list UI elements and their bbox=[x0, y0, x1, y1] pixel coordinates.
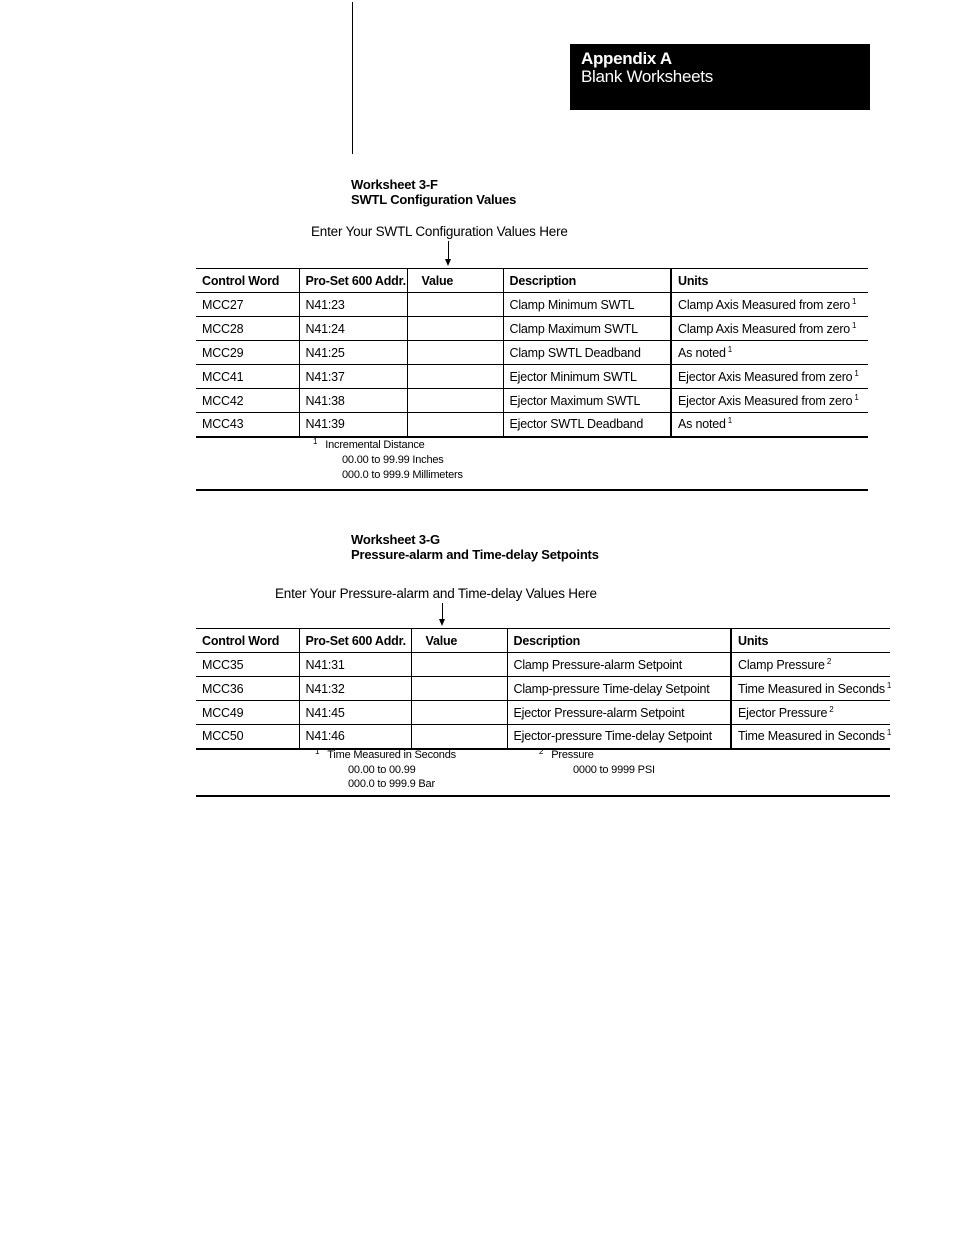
address-cell-text: N41:25 bbox=[305, 345, 345, 360]
table-row bbox=[196, 341, 868, 365]
worksheet-g-name: Pressure-alarm and Time-delay Setpoints bbox=[351, 547, 599, 562]
table-row bbox=[196, 653, 890, 677]
table-row bbox=[196, 677, 890, 701]
worksheet-g-number: Worksheet 3-G bbox=[351, 532, 440, 547]
value-entry-cell[interactable] bbox=[407, 413, 503, 437]
control-word-cell bbox=[196, 725, 299, 749]
col-header-units: Units bbox=[671, 269, 868, 293]
description-cell-text: Clamp Minimum SWTL bbox=[509, 297, 635, 312]
table-row bbox=[196, 365, 868, 389]
col-header-value: Value bbox=[407, 269, 503, 293]
footnote-line: 0000 to 9999 PSI bbox=[573, 764, 655, 776]
footnote-ref: 2 bbox=[829, 704, 834, 714]
address-cell-text: N41:31 bbox=[305, 657, 345, 672]
col-header-control-word: Control Word bbox=[196, 269, 299, 293]
units-cell bbox=[731, 701, 890, 725]
description-cell bbox=[503, 341, 671, 365]
description-cell bbox=[507, 701, 731, 725]
section-divider bbox=[196, 795, 890, 797]
description-cell-text: Ejector-pressure Time-delay Setpoint bbox=[513, 729, 712, 744]
footnote-line: 00.00 to 00.99 bbox=[348, 764, 416, 776]
address-cell-text: N41:45 bbox=[305, 705, 345, 720]
units-cell-text: Ejector Pressure bbox=[738, 705, 828, 720]
description-cell bbox=[503, 389, 671, 413]
address-cell-text: N41:32 bbox=[305, 681, 345, 696]
col-header-address: Pro-Set 600 Addr. bbox=[299, 269, 407, 293]
col-header-description: Description bbox=[503, 269, 671, 293]
table-header-row bbox=[196, 629, 890, 653]
table-row bbox=[196, 725, 890, 749]
worksheet-g-title bbox=[351, 532, 599, 562]
control-word-cell-text: MCC50 bbox=[202, 729, 244, 744]
table-row bbox=[196, 389, 868, 413]
appendix-title: Appendix A bbox=[581, 49, 672, 68]
control-word-cell-text: MCC43 bbox=[202, 417, 244, 432]
worksheet-f-name: SWTL Configuration Values bbox=[351, 192, 517, 207]
description-cell-text: Ejector Maximum SWTL bbox=[509, 393, 641, 408]
footnote-title: Incremental Distance bbox=[325, 439, 425, 451]
address-cell bbox=[299, 341, 407, 365]
units-cell-text: Clamp Pressure bbox=[738, 657, 825, 672]
footnote-ref: 1 bbox=[852, 320, 857, 330]
control-word-cell bbox=[196, 341, 299, 365]
footnote-ref: 1 bbox=[854, 392, 859, 402]
description-cell bbox=[503, 413, 671, 437]
worksheet-f-prompt: Enter Your SWTL Configuration Values Here bbox=[311, 224, 568, 239]
description-cell bbox=[507, 677, 731, 701]
value-entry-cell[interactable] bbox=[407, 389, 503, 413]
margin-rule bbox=[352, 2, 353, 154]
worksheet-f-table bbox=[196, 268, 868, 438]
address-cell bbox=[299, 413, 407, 437]
worksheet-f-title bbox=[351, 177, 516, 207]
units-cell-text: Clamp Axis Measured from zero bbox=[678, 297, 851, 312]
units-cell-text: Clamp Axis Measured from zero bbox=[678, 321, 851, 336]
footnote-number: 1 bbox=[315, 747, 320, 756]
address-cell-text: N41:38 bbox=[305, 393, 345, 408]
control-word-cell-text: MCC29 bbox=[202, 345, 244, 360]
units-cell-text: As noted bbox=[678, 417, 726, 432]
worksheet-g-table bbox=[196, 628, 890, 750]
control-word-cell bbox=[196, 365, 299, 389]
control-word-cell bbox=[196, 653, 299, 677]
footnote-ref: 1 bbox=[886, 680, 892, 690]
address-cell bbox=[299, 365, 407, 389]
description-cell bbox=[503, 317, 671, 341]
footnote-ref: 1 bbox=[852, 296, 857, 306]
footnote-ref: 1 bbox=[727, 344, 732, 354]
footnote-ref: 2 bbox=[826, 656, 832, 666]
address-cell bbox=[299, 293, 407, 317]
value-entry-cell[interactable] bbox=[411, 677, 507, 701]
address-cell-text: N41:39 bbox=[305, 417, 345, 432]
units-cell bbox=[671, 389, 868, 413]
units-cell bbox=[671, 413, 868, 437]
table-header-row bbox=[196, 269, 868, 293]
control-word-cell-text: MCC41 bbox=[202, 369, 244, 384]
col-header-units: Units bbox=[731, 629, 890, 653]
control-word-cell-text: MCC49 bbox=[202, 705, 244, 720]
description-cell-text: Clamp Pressure-alarm Setpoint bbox=[513, 657, 683, 672]
worksheet-g-footnote-1 bbox=[315, 748, 456, 791]
units-cell bbox=[731, 725, 890, 749]
description-cell-text: Clamp SWTL Deadband bbox=[509, 345, 641, 360]
address-cell bbox=[299, 317, 407, 341]
value-entry-cell[interactable] bbox=[411, 725, 507, 749]
footnote-line: 000.0 to 999.9 Bar bbox=[348, 778, 435, 790]
description-cell-text: Ejector Minimum SWTL bbox=[509, 369, 637, 384]
control-word-cell-text: MCC36 bbox=[202, 681, 244, 696]
table-row bbox=[196, 293, 868, 317]
description-cell bbox=[503, 293, 671, 317]
footnote-ref: 1 bbox=[854, 368, 859, 378]
value-entry-cell[interactable] bbox=[411, 653, 507, 677]
footnote-ref: 1 bbox=[886, 728, 892, 738]
units-cell-text: Ejector Axis Measured from zero bbox=[678, 369, 853, 384]
footnote-ref: 1 bbox=[727, 416, 732, 426]
description-cell-text: Ejector Pressure-alarm Setpoint bbox=[513, 705, 685, 720]
address-cell bbox=[299, 701, 411, 725]
table-row bbox=[196, 413, 868, 437]
units-cell bbox=[671, 365, 868, 389]
down-arrow-icon bbox=[442, 603, 443, 620]
control-word-cell bbox=[196, 317, 299, 341]
footnote-number: 2 bbox=[539, 747, 544, 756]
col-header-address: Pro-Set 600 Addr. bbox=[299, 629, 411, 653]
description-cell-text: Clamp Maximum SWTL bbox=[509, 321, 638, 336]
footnote-title: Time Measured in Seconds bbox=[327, 749, 456, 761]
control-word-cell-text: MCC42 bbox=[202, 393, 244, 408]
address-cell-text: N41:23 bbox=[305, 297, 345, 312]
worksheet-g-prompt: Enter Your Pressure-alarm and Time-delay Values Here bbox=[275, 586, 597, 601]
address-cell-text: N41:37 bbox=[305, 369, 345, 384]
units-cell bbox=[731, 653, 890, 677]
down-arrow-icon bbox=[448, 241, 449, 260]
control-word-cell-text: MCC28 bbox=[202, 321, 244, 336]
units-cell bbox=[671, 341, 868, 365]
address-cell bbox=[299, 653, 411, 677]
value-entry-cell[interactable] bbox=[411, 701, 507, 725]
units-cell-text: Time Measured in Seconds bbox=[738, 681, 885, 696]
footnote-line: 000.0 to 999.9 Millimeters bbox=[342, 469, 463, 481]
control-word-cell bbox=[196, 293, 299, 317]
col-header-control-word: Control Word bbox=[196, 629, 299, 653]
control-word-cell bbox=[196, 677, 299, 701]
appendix-header bbox=[570, 44, 870, 110]
units-cell-text: Ejector Axis Measured from zero bbox=[678, 393, 853, 408]
description-cell bbox=[503, 365, 671, 389]
description-cell-text: Ejector SWTL Deadband bbox=[509, 417, 644, 432]
worksheet-g-footnote-2 bbox=[539, 748, 655, 777]
description-cell-text: Clamp-pressure Time-delay Setpoint bbox=[513, 681, 710, 696]
table-row bbox=[196, 701, 890, 725]
col-header-description: Description bbox=[507, 629, 731, 653]
col-header-value: Value bbox=[411, 629, 507, 653]
description-cell bbox=[507, 725, 731, 749]
units-cell bbox=[671, 293, 868, 317]
footnote-title: Pressure bbox=[551, 749, 594, 761]
address-cell bbox=[299, 389, 407, 413]
section-divider bbox=[196, 489, 868, 491]
units-cell-text: As noted bbox=[678, 345, 726, 360]
description-cell bbox=[507, 653, 731, 677]
footnote-number: 1 bbox=[313, 437, 318, 446]
value-entry-cell[interactable] bbox=[407, 365, 503, 389]
worksheet-f-number: Worksheet 3-F bbox=[351, 177, 438, 192]
control-word-cell bbox=[196, 701, 299, 725]
units-cell bbox=[731, 677, 890, 701]
appendix-subtitle: Blank Worksheets bbox=[581, 67, 713, 86]
value-entry-cell[interactable] bbox=[407, 317, 503, 341]
worksheet-f-footnote bbox=[313, 438, 463, 483]
control-word-cell-text: MCC27 bbox=[202, 297, 244, 312]
address-cell-text: N41:24 bbox=[305, 321, 345, 336]
value-entry-cell[interactable] bbox=[407, 341, 503, 365]
address-cell bbox=[299, 677, 411, 701]
value-entry-cell[interactable] bbox=[407, 293, 503, 317]
footnote-line: 00.00 to 99.99 Inches bbox=[342, 454, 444, 466]
control-word-cell bbox=[196, 389, 299, 413]
table-row bbox=[196, 317, 868, 341]
units-cell bbox=[671, 317, 868, 341]
control-word-cell-text: MCC35 bbox=[202, 657, 244, 672]
units-cell-text: Time Measured in Seconds bbox=[738, 729, 885, 744]
control-word-cell bbox=[196, 413, 299, 437]
address-cell bbox=[299, 725, 411, 749]
address-cell-text: N41:46 bbox=[305, 729, 345, 744]
